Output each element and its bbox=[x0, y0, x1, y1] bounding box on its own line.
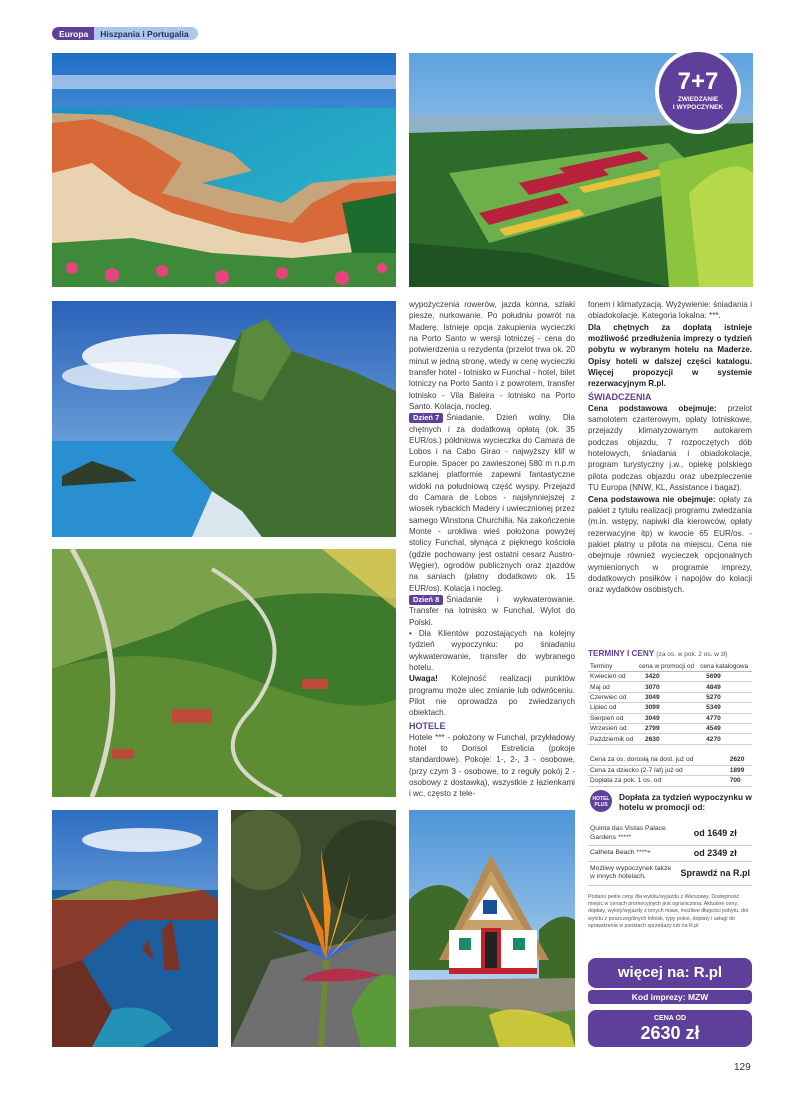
table-row bbox=[588, 822, 752, 846]
table-row bbox=[588, 846, 752, 862]
tour-type-badge bbox=[655, 48, 741, 134]
table-row bbox=[588, 734, 752, 744]
day-7-text: Śniadanie. Dzień wolny. Dla chętnych i za dodatkową opłatą (ok. 35 EUR/os.) półdniowa wycieczka do Camara de Lobos i na Cabo Girao - najwyższy klif w Europie. Spacer po zawieszonej 580 m n.p.m szklanej platformie zapewni fantastyczne widoki na południową część wyspy. Przejazd do Camara de Lobos - najsłynniejszej z wiosek rybackich Madery i uwiecznionej przez samego Winstona Churchilla. Na zakończenie Monte - urokliwa wieś położona powyżej stolicy Funchal, słynąca z pięknego kościoła (gdzie pochowany jest ostatni cesarz Austro-Węgier), ogrodów publicznych oraz zjazdów na saniach (płatny dodatkowo ok. 15 EUR/os). Kolacja i nocleg. bbox=[409, 413, 575, 593]
hotel-name: Możliwy wypoczynek także w innych hotelach. bbox=[588, 861, 678, 885]
row-catalog-price: 4270 bbox=[698, 734, 752, 744]
table-row bbox=[588, 861, 752, 885]
price-value: 2630 zł bbox=[640, 1023, 700, 1043]
hotel-name: Calheta Beach ****+ bbox=[588, 846, 678, 862]
row-catalog-price: 4849 bbox=[698, 682, 752, 692]
row-catalog-price: 5349 bbox=[698, 703, 752, 713]
table-row bbox=[588, 765, 752, 775]
row-promo-price: 3070 bbox=[637, 682, 698, 692]
valley-photo bbox=[52, 549, 396, 797]
row-promo-price: 3049 bbox=[637, 692, 698, 702]
col-header-catalog: cena katalogowa bbox=[698, 662, 752, 672]
extra-price: 2620 bbox=[728, 755, 752, 765]
row-catalog-price: 5699 bbox=[698, 672, 752, 682]
itinerary-column bbox=[409, 299, 575, 800]
includes-label: Cena podstawowa obejmuje: bbox=[588, 403, 717, 413]
col-header-promo: cena w promocji od bbox=[637, 662, 698, 672]
hotels-heading: HOTELE bbox=[409, 720, 446, 731]
page-number: 129 bbox=[734, 1062, 751, 1073]
row-promo-price: 3049 bbox=[637, 713, 698, 723]
hotels-text: Hotele *** - położony w Funchal, przykładowy hotel to Dorisol Estrelicia (pokoje standardowe). Pokoje: 1-, 2-, 3 - osobowe, (przy czym 3 - osobowe, to z reguły pokój 2 - osobowy z dostawką), wszystkie z łazienkami i wc, często z tele- bbox=[409, 732, 575, 799]
row-month: Czerwiec od bbox=[588, 692, 637, 702]
extras-table bbox=[588, 755, 752, 787]
prices-table bbox=[588, 662, 752, 745]
row-promo-price: 3099 bbox=[637, 703, 698, 713]
table-row bbox=[588, 723, 752, 733]
check-rpl-link[interactable]: Sprawdź na R.pl bbox=[678, 861, 752, 885]
extra-label: Dopłata za pok. 1 os. od bbox=[588, 776, 728, 786]
excludes-label: Cena podstawowa nie obejmuje: bbox=[588, 494, 716, 504]
badge-number: 7+7 bbox=[677, 68, 719, 95]
extension-note: Dla chętnych za dopłatą istnieje możliwość przedłużenia imprezy o tydzień pobytu w wybranym hotelu na Maderze. Opisy hoteli w dalszej części katalogu. Więcej propozycji w systemie rezerwacyjnym R.pl. bbox=[588, 322, 752, 389]
house-photo bbox=[409, 810, 575, 1047]
prices-heading bbox=[588, 649, 728, 658]
row-promo-price: 3420 bbox=[637, 672, 698, 682]
table-row bbox=[588, 682, 752, 692]
services-column bbox=[588, 299, 752, 596]
hotel-name: Quinta das Vistas Palace Gardens ***** bbox=[588, 822, 678, 846]
itinerary-day6-cont: wypożyczenia rowerów, jazda konna, szlaki piesze, nurkowanie. Po południu powrót na Maderę. Istnieje opcja zakupienia wycieczki na Porto Santo w wersji lotniczej - cena do potwierdzenia u rezydenta (przelot trwa ok. 20 minut w jedną stronę, wtedy w cenę wycieczki transfer hotel - lotnisko w Funchal - hotel, bilet lotniczy na Porto Santo i z powrotem, transfer lotnisko - Vila Baleira - lotnisko na Porto Santo. Kolacja, nocleg. bbox=[409, 300, 575, 412]
extra-price: 1899 bbox=[728, 765, 752, 775]
price-note: Podano pełne ceny dla wylotu/wyjazdu z Warszawy. Dostępność miejsc w cenach promocyjnych jest ograniczona. Aktualne ceny, dopłaty, wyloty/wyjazdy z innych miast, możliwe długości pobytu, dni wylotu z poszczególnych lotnisk, typy pokoi, dopłaty i usługi do sprawdzenia w punktach sprzedaży lub na R.pl bbox=[588, 894, 749, 929]
row-catalog-price: 4770 bbox=[698, 713, 752, 723]
table-row bbox=[588, 672, 752, 682]
day-8-text: Śniadanie i wykwaterowanie. Transfer na lotnisko w Funchal. Wylot do Polski. bbox=[409, 594, 575, 627]
price-box bbox=[588, 1010, 752, 1047]
prices-title: TERMINY I CENY bbox=[588, 649, 655, 658]
col-header-dates: Terminy bbox=[588, 662, 637, 672]
day-7-label: Dzień 7 bbox=[409, 413, 443, 423]
row-catalog-price: 5270 bbox=[698, 692, 752, 702]
row-catalog-price: 4549 bbox=[698, 723, 752, 733]
row-month: Wrzesień od bbox=[588, 723, 637, 733]
table-row bbox=[588, 776, 752, 786]
table-row bbox=[588, 713, 752, 723]
hotels-text-cont: fonem i klimatyzacją. Wyżywienie: śniadania i obiadokolacje. Kategoria lokalna: ***. bbox=[588, 300, 752, 321]
extra-week-note: • Dla Klientów pozostających na kolejny tydzień wypoczynku: po śniadaniu wykwaterowanie, transfer do wybranego hotelu. bbox=[409, 628, 575, 672]
hotel-price: od 1649 zł bbox=[678, 822, 752, 846]
row-month: Sierpień od bbox=[588, 713, 637, 723]
row-month: Maj od bbox=[588, 682, 637, 692]
hotel-plus-table bbox=[588, 822, 752, 886]
extra-label: Cena za dziecko (2-7 lat) już od bbox=[588, 765, 728, 775]
row-month: Lipiec od bbox=[588, 703, 637, 713]
price-label: CENA OD bbox=[653, 1015, 687, 1022]
day-8-label: Dzień 8 bbox=[409, 595, 443, 605]
more-info-button[interactable]: więcej na: R.pl bbox=[588, 958, 752, 988]
row-promo-price: 2799 bbox=[637, 723, 698, 733]
includes-text: przelot samolotem czarterowym, opłaty lotniskowe, przejazdy klimatyzowanym autokarem podczas objazdu, 7 rozpoczętych dób hotelowych, śniadania i obiadokolacje, program turystyczny j.w., opiekę polskiego pilota podczas objazdu oraz ubezpieczenie TU Europa (NNW, KL, Assistance i bagaż). bbox=[588, 403, 752, 493]
row-month: Kwiecień od bbox=[588, 672, 637, 682]
breadcrumb-country[interactable]: Hiszpania i Portugalia bbox=[94, 27, 197, 40]
row-month: Październik od bbox=[588, 734, 637, 744]
tour-code: Kod imprezy: MZW bbox=[588, 990, 752, 1004]
badge-line1: ZWIEDZANIE bbox=[677, 96, 719, 103]
breadcrumb-region[interactable]: Europa bbox=[52, 27, 94, 40]
cliffs-photo bbox=[52, 810, 218, 1047]
village-photo bbox=[52, 53, 396, 287]
hotel-price: od 2349 zł bbox=[678, 846, 752, 862]
hotel-plus-icon-line1: HOTEL bbox=[592, 796, 610, 802]
hotel-plus-icon bbox=[590, 790, 612, 812]
extra-label: Cena za os. dorosłą na dost. już od bbox=[588, 755, 728, 765]
row-promo-price: 2630 bbox=[637, 734, 698, 744]
prices-subtitle: (za os. w pok. 2 os. w zł) bbox=[656, 651, 728, 658]
table-row bbox=[588, 692, 752, 702]
excludes-text: opłaty za pakiet z tytułu realizacji programu zwiedzania (m.in. wstępy, napiwki dla kierowców, opłaty rezerwacyjne itp) w kwocie 65 EUR/os. - pakiet płatny u pilota na miejscu. Cena nie obejmuje również wycieczek opcjonalnych wymienionych w programie imprezy, dodatkowych posiłków i napojów do kolacji oraz wydatków osobistych. bbox=[588, 494, 752, 595]
hotel-plus-title: Dopłata za tydzień wypoczynku w hotelu w promocji od: bbox=[619, 792, 752, 812]
hotel-plus-icon-line2: PLUS bbox=[594, 802, 608, 808]
table-row bbox=[588, 755, 752, 765]
breadcrumb bbox=[52, 27, 198, 40]
badge-line2: I WYPOCZYNEK bbox=[672, 104, 724, 111]
extra-price: 700 bbox=[728, 776, 752, 786]
flower-photo bbox=[231, 810, 396, 1047]
uwaga-text: Kolejność realizacji punktów programu może ulec zmianie lub odwróceniu. Pilot nie oprowadza po zwiedzanych obiektach. bbox=[409, 674, 575, 718]
services-heading: ŚWIADCZENIA bbox=[588, 391, 652, 402]
coast-photo bbox=[52, 301, 396, 537]
uwaga-label: Uwaga! bbox=[409, 674, 438, 684]
table-row bbox=[588, 703, 752, 713]
